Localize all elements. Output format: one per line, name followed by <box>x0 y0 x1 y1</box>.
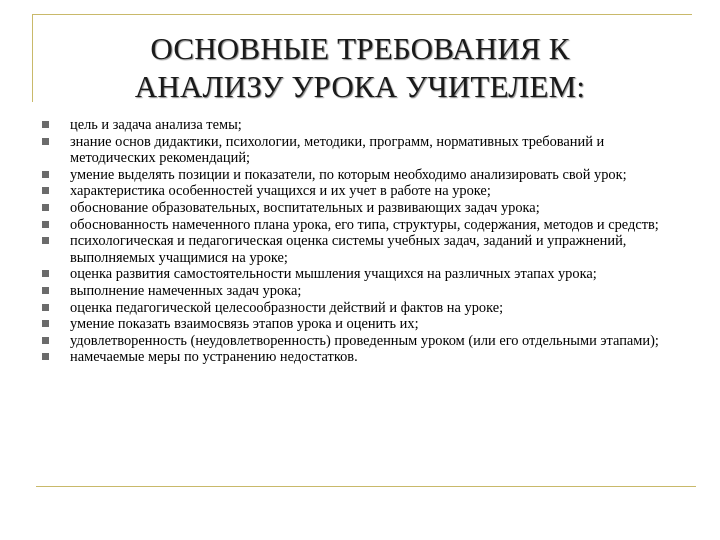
square-bullet-icon <box>42 270 49 277</box>
list-item-text: цель и задача анализа темы; <box>70 117 242 133</box>
square-bullet-icon <box>42 204 49 211</box>
title-line-1: ОСНОВНЫЕ ТРЕБОВАНИЯ К <box>150 31 570 66</box>
list-item-text: выполнение намеченных задач урока; <box>70 282 302 299</box>
list-item <box>40 266 680 283</box>
square-bullet-icon <box>42 337 49 344</box>
list-item <box>40 134 680 167</box>
list-item <box>40 349 680 366</box>
list-item-text: умение показать взаимосвязь этапов урока и оценить их; <box>70 316 419 333</box>
slide-title <box>40 30 680 106</box>
list-item-text: удовлетворенность (неудовлетворенность) проведенным уроком (или его отдельными этапами); <box>70 332 659 349</box>
requirements-list <box>40 117 680 366</box>
list-item <box>40 200 680 217</box>
list-item <box>40 183 680 200</box>
list-item-text: знание основ дидактики, психологии, методики, программ, нормативных требований и методических рекомендаций; <box>70 133 605 167</box>
square-bullet-icon <box>42 121 49 128</box>
list-item <box>40 233 680 266</box>
top-rule <box>32 14 692 15</box>
square-bullet-icon <box>42 221 49 228</box>
square-bullet-icon <box>42 353 49 360</box>
list-item-text: характеристика особенностей учащихся и их учет в работе на уроке; <box>70 183 491 200</box>
square-bullet-icon <box>42 304 49 311</box>
bottom-rule <box>36 486 696 487</box>
square-bullet-icon <box>42 287 49 294</box>
list-item <box>40 217 680 234</box>
list-item-text: оценка развития самостоятельности мышления учащихся на различных этапах урока; <box>70 266 597 283</box>
square-bullet-icon <box>42 171 49 178</box>
square-bullet-icon <box>42 320 49 327</box>
list-item <box>40 283 680 300</box>
list-item-text: оценка педагогической целесообразности действий и фактов на уроке; <box>70 299 504 316</box>
list-item-text: намечаемые меры по устранению недостатков. <box>70 349 358 366</box>
square-bullet-icon <box>42 138 49 145</box>
square-bullet-icon <box>42 237 49 244</box>
list-item <box>40 300 680 317</box>
list-item-text: умение выделять позиции и показатели, по которым необходимо анализировать свой урок; <box>70 166 627 183</box>
list-item-text: обоснование образовательных, воспитательных и развивающих задач урока; <box>70 199 540 216</box>
left-rule <box>32 14 33 102</box>
list-item <box>40 333 680 350</box>
list-item-text: обоснованность намеченного плана урока, его типа, структуры, содержания, методов и средств; <box>70 216 659 233</box>
list-item-text: психологическая и педагогическая оценка системы учебных задач, заданий и упражнений, выполняемых учащимися на уроке; <box>70 233 627 266</box>
list-item <box>40 167 680 184</box>
list-item <box>40 316 680 333</box>
title-line-2: АНАЛИЗУ УРОКА УЧИТЕЛЕМ: <box>134 69 586 104</box>
list-item <box>40 117 680 134</box>
square-bullet-icon <box>42 187 49 194</box>
